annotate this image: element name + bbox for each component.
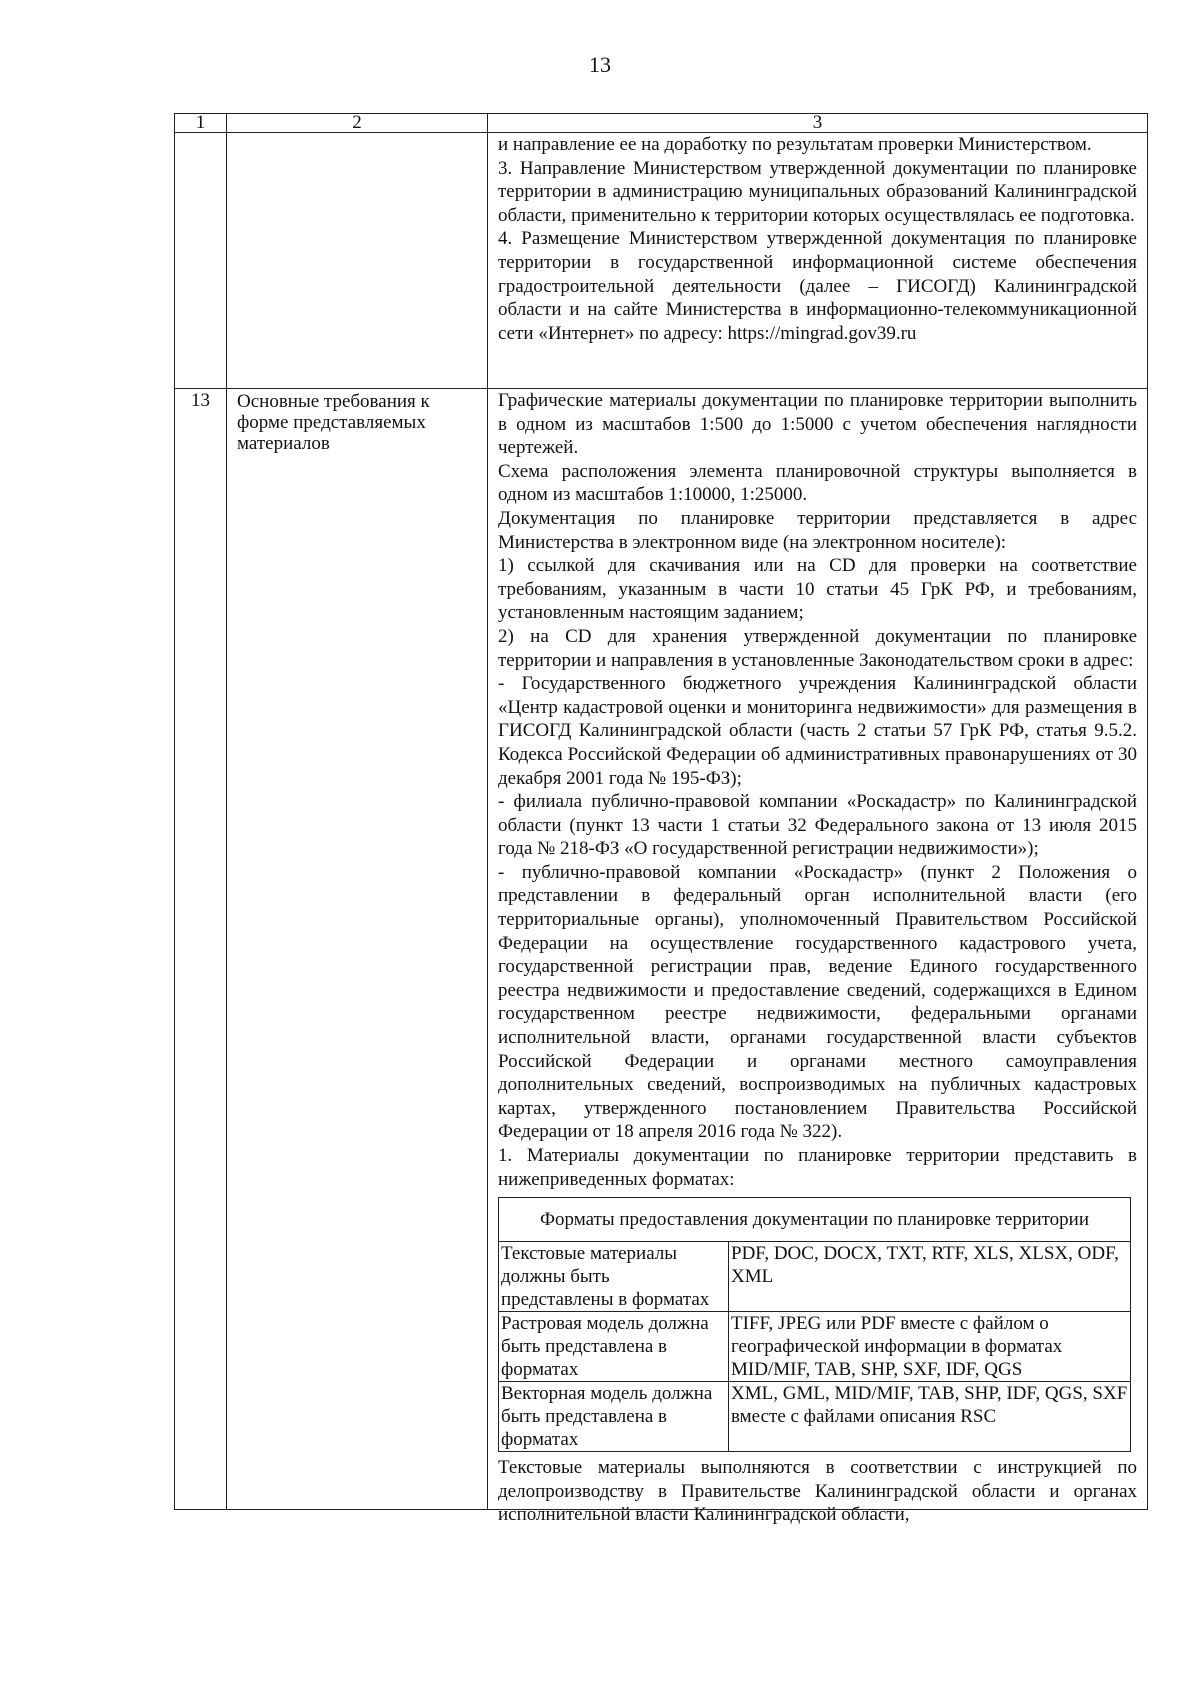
formats-title-row bbox=[499, 1198, 1131, 1242]
row-content bbox=[488, 389, 1148, 1526]
requirements-table bbox=[174, 112, 1148, 1526]
paragraph: 3. Направление Министерством утвержденной документации по планировке территории в администрацию муниципальных образований Калининградской области, применительно к территории которых осуществлялась ее подготовка. bbox=[498, 157, 1137, 226]
header-col-1: 1 bbox=[175, 114, 227, 133]
formats-row bbox=[499, 1382, 1131, 1452]
paragraph: 2) на CD для хранения утвержденной документации по планировке территории и направления в установленные Законодательством сроки в адрес: bbox=[498, 625, 1137, 671]
paragraph: 1. Материалы документации по планировке территории представить в нижеприведенных форматах: bbox=[498, 1145, 1137, 1190]
table-row bbox=[175, 133, 1148, 389]
paragraph: Графические материалы документации по планировке территории выполнить в одном из масштабов 1:500 до 1:5000 с учетом обеспечения наглядности чертежей. bbox=[498, 390, 1137, 459]
row-requirement bbox=[227, 133, 488, 389]
formats-table bbox=[498, 1197, 1131, 1452]
formats-table-title: Форматы предоставления документации по планировке территории bbox=[499, 1198, 1131, 1242]
formats-label: Векторная модель должна быть представлена в форматах bbox=[499, 1382, 729, 1452]
row-requirement: Основные требования к форме представляемых материалов bbox=[227, 389, 488, 1510]
formats-row bbox=[499, 1312, 1131, 1382]
row-number: 13 bbox=[175, 389, 227, 1510]
row-content bbox=[488, 133, 1148, 389]
paragraph: Документация по планировке территории представляется в адрес Министерства в электронном виде (на электронном носителе): bbox=[498, 507, 1137, 553]
formats-value: PDF, DOC, DOCX, TXT, RTF, XLS, XLSX, ODF, XML bbox=[729, 1242, 1131, 1312]
formats-value: XML, GML, MID/MIF, TAB, SHP, IDF, QGS, SXF вместе с файлами описания RSC bbox=[729, 1382, 1131, 1452]
paragraph: - Государственного бюджетного учреждения Калининградской области «Центр кадастровой оценки и мониторинга недвижимости» для размещения в ГИСОГД Калининградской области (часть 2 статьи 57 ГрК РФ, статья 9.5.2. Кодекса Российской Федерации об административных правонарушениях от 30 декабря 2001 года № 195-ФЗ); bbox=[498, 673, 1137, 789]
paragraph: 4. Размещение Министерством утвержденной документация по планировке территории в государственной информационной системе обеспечения градостроительной деятельности (далее – ГИСОГД) Калининградской области и на сайте Министерства в информационно-телекоммуникационной сети «Интернет» по адресу: https://mingrad.gov39.ru bbox=[498, 228, 1137, 344]
table-header-row bbox=[175, 114, 1148, 133]
formats-value: TIFF, JPEG или PDF вместе с файлом о географической информации в форматах MID/MIF, TAB, SHP, SXF, IDF, QGS bbox=[729, 1312, 1131, 1382]
formats-label: Растровая модель должна быть представлена в форматах bbox=[499, 1312, 729, 1382]
page-number: 13 bbox=[589, 52, 611, 77]
paragraph: и направление ее на доработку по результатам проверки Министерством. bbox=[498, 134, 1092, 155]
paragraph: Схема расположения элемента планировочной структуры выполняется в одном из масштабов 1:10000, 1:25000. bbox=[498, 460, 1137, 506]
paragraph: Текстовые материалы выполняются в соответствии с инструкцией по делопроизводству в Правительстве Калининградской области и органах исполнительной власти Калининградской области, bbox=[498, 1457, 1137, 1526]
formats-label: Текстовые материалы должны быть представлены в форматах bbox=[499, 1242, 729, 1312]
row-number bbox=[175, 133, 227, 389]
row-content-body bbox=[498, 389, 1137, 1526]
paragraph: - филиала публично-правовой компании «Роскадастр» по Калининградской области (пункт 13 части 1 статьи 32 Федерального закона от 13 июля 2015 года № 218-ФЗ «О государственной регистрации недвижимости»); bbox=[498, 791, 1137, 860]
paragraph: - публично-правовой компании «Роскадастр» (пункт 2 Положения о представлении в федеральный орган исполнительной власти (его территориальные органы), уполномоченный Правительством Российской Федерации на осуществление государственного кадастрового учета, государственной регистрации прав, ведение Единого государственного реестра недвижимости и предоставление сведений, содержащихся в Едином государственном реестре недвижимости, федеральными органами исполнительной власти, органами государственной власти субъектов Российской Федерации и органами местного самоуправления дополнительных сведений, воспроизводимых на публичных кадастровых картах, утвержденного постановлением Правительства Российской Федерации от 18 апреля 2016 года № 322). bbox=[498, 861, 1137, 1143]
header-col-3: 3 bbox=[488, 114, 1148, 133]
formats-row bbox=[499, 1242, 1131, 1312]
header-col-2: 2 bbox=[227, 114, 488, 133]
paragraph: 1) ссылкой для скачивания или на CD для проверки на соответствие требованиям, указанным в части 10 статьи 45 ГрК РФ, и требованиям, установленным настоящим заданием; bbox=[498, 555, 1137, 624]
table-row bbox=[175, 389, 1148, 1510]
